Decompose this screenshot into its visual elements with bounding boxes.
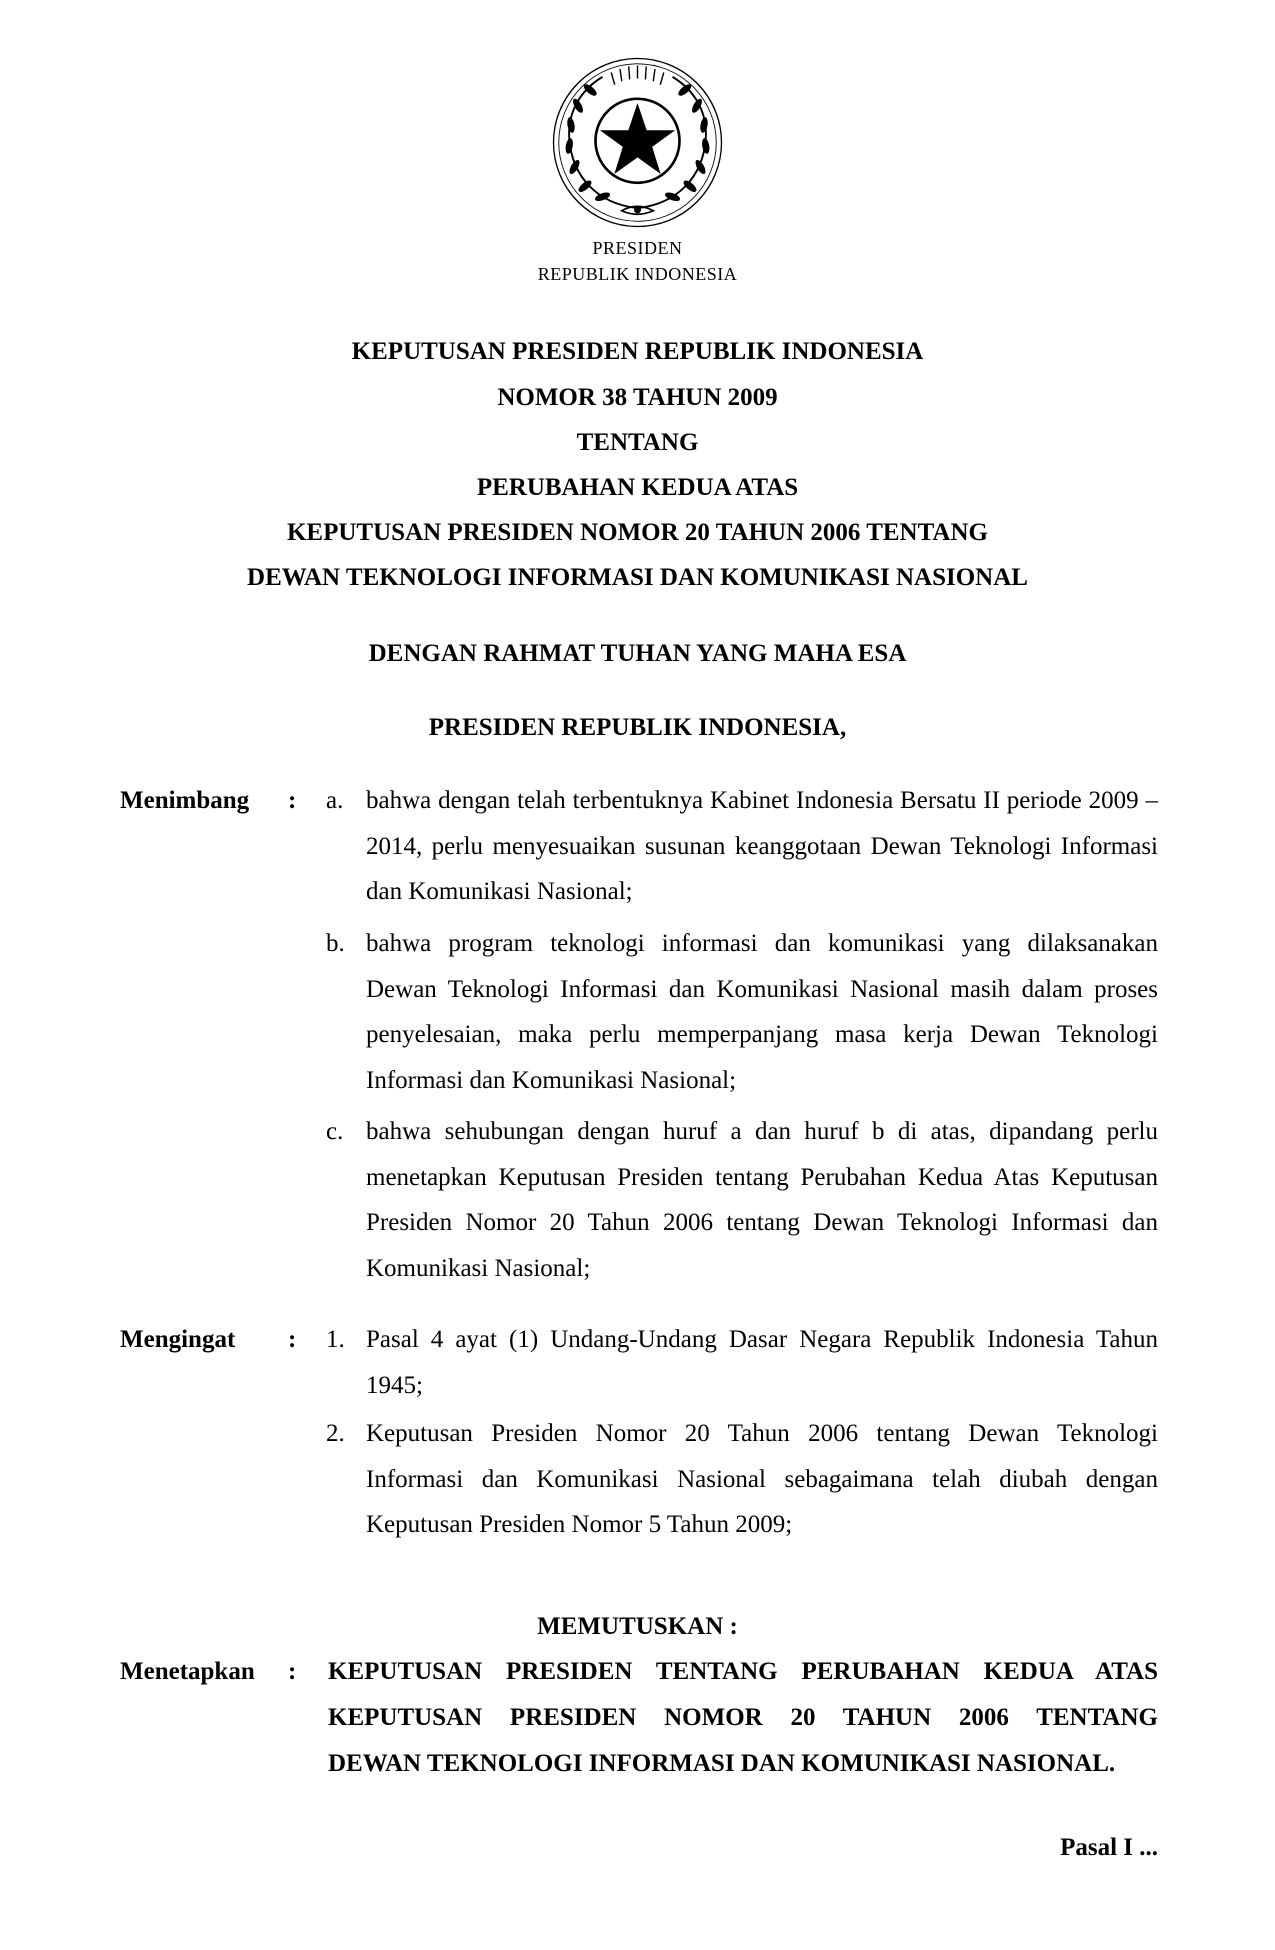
decree-subject-line-3: DEWAN TEKNOLOGI INFORMASI DAN KOMUNIKASI NASIONAL: [247, 564, 1028, 591]
menetapkan-label: Menetapkan: [120, 1658, 255, 1685]
mengingat-item-2-text: Keputusan Presiden Nomor 20 Tahun 2006 tentang Dewan Teknologi Informasi dan Komunikasi Nasional sebagaimana telah diubah dengan Keputusan Presiden Nomor 5 Tahun 2009;: [366, 1420, 1158, 1538]
mengingat-item-1-marker: 1.: [326, 1326, 345, 1353]
invocation: DENGAN RAHMAT TUHAN YANG MAHA ESA: [368, 640, 907, 667]
decree-number: NOMOR 38 TAHUN 2009: [497, 384, 778, 411]
menetapkan-line-2: KEPUTUSAN PRESIDEN NOMOR 20 TAHUN 2006 TENTANG: [328, 1704, 1158, 1731]
decree-about: TENTANG: [576, 429, 699, 456]
institution-line-2: REPUBLIK INDONESIA: [537, 264, 738, 284]
decree-subject-line-2: KEPUTUSAN PRESIDEN NOMOR 20 TAHUN 2006 TENTANG: [286, 519, 988, 546]
menimbang-colon: :: [288, 787, 297, 814]
institution-line-1: PRESIDEN: [592, 238, 683, 258]
decree-title: KEPUTUSAN PRESIDEN REPUBLIK INDONESIA: [351, 338, 924, 365]
menetapkan-line-3: DEWAN TEKNOLOGI INFORMASI DAN KOMUNIKASI NASIONAL.: [328, 1750, 1116, 1777]
menetapkan-line-1: KEPUTUSAN PRESIDEN TENTANG PERUBAHAN KEDUA ATAS: [328, 1658, 1158, 1685]
mengingat-item-2-marker: 2.: [326, 1420, 345, 1447]
menimbang-item-a-marker: a.: [326, 787, 344, 814]
next-page-reference: Pasal I ...: [1060, 1834, 1158, 1861]
mengingat-label: Mengingat: [120, 1326, 236, 1353]
garuda-star-seal-icon: [550, 55, 725, 230]
menetapkan-colon: :: [288, 1658, 297, 1685]
menimbang-item-b-text: bahwa program teknologi informasi dan komunikasi yang dilaksanakan Dewan Teknologi Informasi dan Komunikasi Nasional masih dalam proses penyelesaian, maka perlu memperpanjang masa kerja Dewan Teknologi Informasi dan Komunikasi Nasional;: [366, 930, 1158, 1094]
menimbang-item-b-marker: b.: [326, 930, 345, 957]
decree-subject-line-1: PERUBAHAN KEDUA ATAS: [476, 474, 799, 501]
menimbang-item-c-marker: c.: [326, 1118, 344, 1145]
mengingat-colon: :: [288, 1326, 297, 1353]
memutuskan-heading: MEMUTUSKAN :: [537, 1613, 738, 1640]
menimbang-item-a-text: bahwa dengan telah terbentuknya Kabinet Indonesia Bersatu II periode 2009 – 2014, perlu menyesuaikan susunan keanggotaan Dewan Teknologi Informasi dan Komunikasi Nasional;: [366, 787, 1158, 905]
menimbang-label: Menimbang: [120, 787, 250, 814]
mengingat-item-1-text: Pasal 4 ayat (1) Undang-Undang Dasar Negara Republik Indonesia Tahun 1945;: [366, 1326, 1158, 1399]
menetapkan-text: [328, 1649, 1158, 1787]
authority: PRESIDEN REPUBLIK INDONESIA,: [428, 714, 847, 741]
menimbang-item-c-text: bahwa sehubungan dengan huruf a dan huruf b di atas, dipandang perlu menetapkan Keputusan Presiden tentang Perubahan Kedua Atas Keputusan Presiden Nomor 20 Tahun 2006 tentang Dewan Teknologi Informasi dan Komunikasi Nasional;: [366, 1118, 1158, 1282]
